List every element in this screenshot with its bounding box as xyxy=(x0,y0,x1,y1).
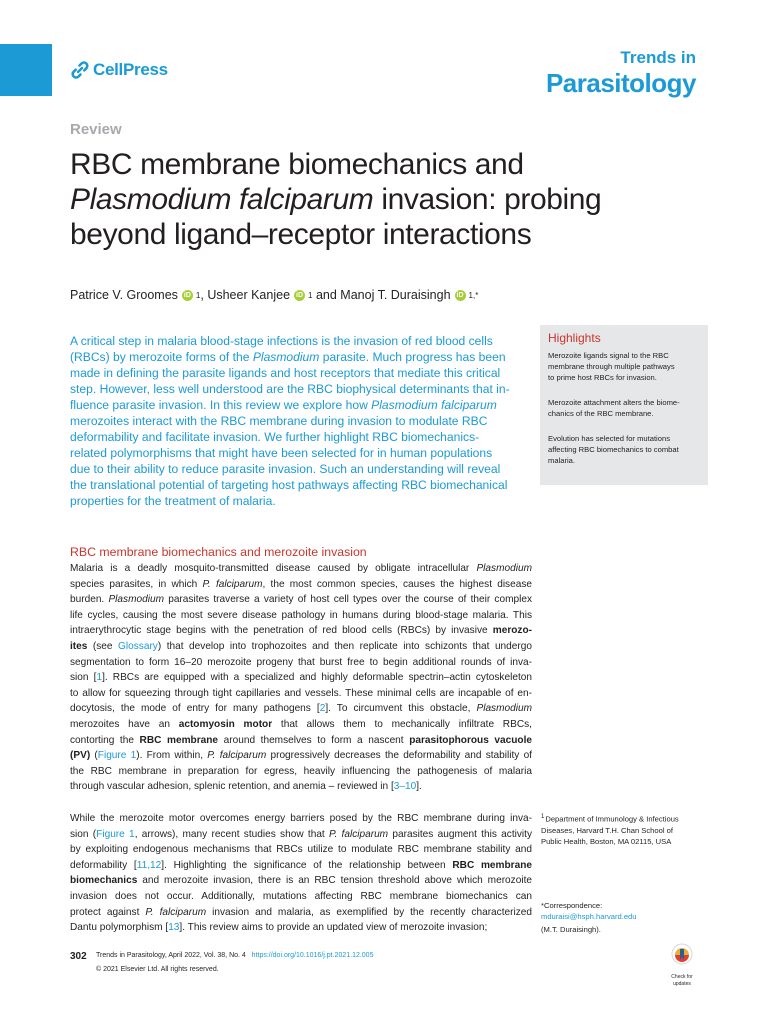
reference-link[interactable]: Glossary xyxy=(118,640,158,652)
text-run: sion [ xyxy=(70,672,97,684)
text-run: that allows them to mechanically infiltrate RBCs, xyxy=(272,718,532,730)
bold-term: actomyosin motor xyxy=(178,718,273,730)
text-run: , arrows), many recent studies show that xyxy=(134,828,330,840)
italic-text: Plasmodium falciparum xyxy=(371,398,497,412)
italic-text: Plasmodium xyxy=(476,563,532,574)
reference-link[interactable]: 3–10 xyxy=(393,781,417,793)
highlight-line: malaria. xyxy=(548,456,576,465)
text-line xyxy=(70,493,532,509)
reference-link[interactable]: Figure 1 xyxy=(97,750,137,762)
text-run: related polymorphisms that might have been selected for in human populations xyxy=(70,446,493,460)
highlight-line: Evolution has selected for mutations xyxy=(548,434,670,443)
text-line xyxy=(70,717,532,733)
abstract xyxy=(70,333,532,509)
text-line xyxy=(70,623,532,639)
text-run: ]. To circumvent this obstacle, xyxy=(325,703,477,715)
reference-link[interactable]: 11,12 xyxy=(136,859,162,871)
text-line xyxy=(70,764,532,780)
text-run: invasion and malaria, as exemplified by the recently characterized xyxy=(206,906,533,918)
body-paragraph-1 xyxy=(70,561,532,795)
italic-text: P. falciparum xyxy=(207,750,267,762)
bold-term: parasitophorous vacuole xyxy=(409,734,533,746)
reference-link[interactable]: 1 xyxy=(96,672,103,684)
text-run: through vascular adhesion, splenic retention, and anemia – reviewed in [ xyxy=(70,781,394,793)
highlight-line: Merozoite attachment alters the biome- xyxy=(548,398,680,407)
highlight-item xyxy=(548,350,704,383)
journal-name-prefix: Trends in xyxy=(620,48,696,67)
text-run: , the most common species, causes the highest disease xyxy=(262,578,532,590)
text-line xyxy=(70,905,532,921)
text-line xyxy=(70,397,532,413)
text-run: (see xyxy=(87,640,119,652)
text-line xyxy=(70,349,532,365)
text-line xyxy=(70,413,532,429)
text-run: RBC membrane biomechanics and xyxy=(70,148,524,181)
bold-term: merozo- xyxy=(492,625,532,637)
journal-name: Parasitology xyxy=(545,68,696,98)
author-list xyxy=(70,288,478,302)
author-name: Patrice V. Groomes xyxy=(70,288,178,302)
bold-term: RBC membrane xyxy=(139,734,219,746)
correspondence-name: (M.T. Duraisingh). xyxy=(541,925,601,934)
reference-link[interactable]: 2 xyxy=(319,703,326,715)
text-run: contorting the xyxy=(70,734,140,746)
text-line xyxy=(70,561,532,577)
text-run: the RBC membrane in preparation for egress, heavily influencing the pathogenesis of malaria xyxy=(70,765,532,777)
italic-text: Plasmodium xyxy=(252,350,320,364)
text-run: ). From within, xyxy=(136,750,208,762)
body-paragraph-2 xyxy=(70,811,532,936)
affiliation-line: Department of Immunology & Infectious xyxy=(545,814,679,824)
cellpress-logo[interactable] xyxy=(70,60,168,80)
text-run: to allow for squeezing through tight capillaries and vessels. These minimal cells are incapable of en- xyxy=(70,687,532,699)
text-run: parasite. Much progress has been xyxy=(319,350,506,364)
highlight-item xyxy=(548,397,704,419)
text-run: step. However, less well understood are the RBC biophysical determinants that in- xyxy=(70,382,510,396)
italic-text: P. falciparum xyxy=(202,578,263,590)
affiliation xyxy=(541,812,706,847)
text-run: by exploiting endogenous mechanisms that RBCs utilize to modulate RBC membrane stability and xyxy=(70,844,532,856)
journal-citation: Trends in Parasitology, April 2022, Vol. 38, No. 4 xyxy=(96,952,246,959)
highlight-line: affecting RBC biomechanics to combat xyxy=(548,445,679,454)
highlight-line: to prime host RBCs for invasion. xyxy=(548,373,657,382)
text-run: merozoites have an xyxy=(70,718,179,730)
orcid-icon[interactable]: iD xyxy=(456,291,464,299)
text-line xyxy=(70,429,532,445)
text-run: deformability and facilitate invasion. We further highlight RBC biomechanics- xyxy=(70,430,480,444)
author-separator: and xyxy=(312,288,341,302)
text-line xyxy=(70,333,532,349)
check-for-updates-icon xyxy=(671,943,693,969)
text-line xyxy=(70,381,532,397)
author-name: Usheer Kanjee xyxy=(207,288,291,302)
text-run: deformability [ xyxy=(70,859,137,871)
check-for-updates-badge[interactable] xyxy=(665,943,699,987)
highlight-line: membrane through multiple pathways xyxy=(548,362,675,371)
highlight-item xyxy=(548,433,704,466)
text-line xyxy=(70,842,532,858)
text-run: ]. This review aims to provide an updated view of merozoite invasion; xyxy=(179,922,488,934)
highlights-title: Highlights xyxy=(548,331,601,345)
text-run: parasites augment this activity xyxy=(388,828,533,840)
affiliation-marker: 1 xyxy=(541,814,545,820)
orcid-icon[interactable]: iD xyxy=(296,291,304,299)
text-run: properties for the treatment of malaria. xyxy=(70,494,276,508)
bold-term: ites xyxy=(70,640,88,652)
text-run: burden. xyxy=(70,594,109,606)
text-line xyxy=(70,577,532,593)
badge-label-line2: updates xyxy=(673,980,691,987)
correspondence xyxy=(541,900,706,935)
text-run: life cycles, causing the most severe disease pathology in humans during blood-stage malaria. This xyxy=(70,609,532,621)
text-run: invasion does not occur. Additionally, mutations affecting RBC membrane biomechanics can xyxy=(70,890,532,902)
affiliation-line: Public Health, Boston, MA 02115, USA xyxy=(541,836,672,846)
text-line xyxy=(70,733,532,749)
text-run: fluence parasite invasion. In this review we explore how xyxy=(70,398,372,412)
orcid-icon[interactable]: iD xyxy=(183,291,191,299)
text-run: parasites traverse a variety of host cell types over the course of their complex xyxy=(164,594,532,606)
text-line xyxy=(70,873,532,889)
text-line xyxy=(70,686,532,702)
text-line xyxy=(70,827,532,843)
text-run: intraerythrocytic stage begins with the penetration of red blood cells (RBCs) by invasive xyxy=(70,625,493,637)
affiliation-marker: 1,* xyxy=(468,290,479,300)
text-line xyxy=(70,858,532,874)
italic-text: P. falciparum xyxy=(145,906,207,918)
text-run: the translational potential of targeting host pathways affecting RBC biomechanical xyxy=(70,478,508,492)
text-run: protect against xyxy=(70,906,146,918)
text-run: invasion: probing xyxy=(373,183,602,216)
bold-term: biomechanics xyxy=(70,875,138,887)
article-title xyxy=(70,147,710,252)
text-run: While the merozoite motor overcomes energy barriers posed by the RBC membrane during inva- xyxy=(70,813,532,824)
text-run: ]. Highlighting the significance of the relationship between xyxy=(161,859,453,871)
badge-label-line1: Check for xyxy=(671,974,693,980)
text-run: made in defining the parasite ligands and host receptors that mediate this critical xyxy=(70,366,501,380)
text-run: due to their ability to reduce parasite invasion. Such an understanding will reveal xyxy=(70,462,501,476)
text-line xyxy=(70,445,532,461)
text-line xyxy=(70,748,532,764)
correspondence-label: *Correspondence: xyxy=(541,901,603,910)
affiliation-marker: 1 xyxy=(195,290,201,300)
text-run: docytosis, the mode of entry for many pathogens [ xyxy=(70,703,320,715)
text-line xyxy=(70,779,532,795)
text-line xyxy=(70,889,532,905)
text-line xyxy=(70,670,532,686)
italic-text: Plasmodium xyxy=(108,594,164,606)
author-separator: , xyxy=(200,288,208,302)
citation-line xyxy=(96,952,373,959)
text-line xyxy=(70,639,532,655)
text-run: species parasites, in which xyxy=(70,578,203,590)
text-run: ( xyxy=(90,750,98,762)
text-line xyxy=(70,655,532,671)
page-number: 302 xyxy=(70,951,87,962)
publisher-name: CellPress xyxy=(93,60,168,79)
highlight-line: Merozoite ligands signal to the RBC xyxy=(548,351,669,360)
author-name: Manoj T. Duraisingh xyxy=(340,288,451,302)
text-run: ) that develop into trophozoites and then replicate into schizonts that undergo xyxy=(157,640,532,652)
text-run: beyond ligand–receptor interactions xyxy=(70,218,532,251)
copyright-notice: © 2021 Elsevier Ltd. All rights reserved. xyxy=(96,966,219,973)
text-line xyxy=(70,365,532,381)
text-run: (RBCs) by merozoite forms of the xyxy=(70,350,253,364)
text-run: and merozoite invasion, there is an RBC tension threshold above which merozoite xyxy=(137,875,532,887)
journal-corner-tab xyxy=(0,44,52,96)
text-line xyxy=(70,701,532,717)
text-line xyxy=(70,461,532,477)
correspondence-email-link[interactable]: mduraisi@hsph.harvard.edu xyxy=(541,912,637,921)
bold-term: RBC membrane xyxy=(452,859,532,871)
title-line xyxy=(70,147,710,182)
italic-text: Plasmodium xyxy=(476,703,533,715)
text-run: ]. RBCs are equipped with a specialized and highly deformable spectrin–actin cytoskeleton xyxy=(102,672,532,684)
affiliation-line: Diseases, Harvard T.H. Chan School of xyxy=(541,825,673,835)
text-line xyxy=(70,608,532,624)
reference-link[interactable]: Figure 1 xyxy=(96,828,135,840)
section-heading: RBC membrane biomechanics and merozoite invasion xyxy=(70,545,367,559)
text-run: Dantu polymorphism [ xyxy=(70,922,169,934)
text-run: merozoites interact with the RBC membrane during invasion to modulate RBC xyxy=(70,414,488,428)
text-line xyxy=(70,811,532,827)
text-run: around themselves to form a nascent xyxy=(218,734,410,746)
title-line xyxy=(70,217,710,252)
article-type-label: Review xyxy=(70,121,122,138)
bold-term: (PV) xyxy=(70,750,91,762)
doi-link[interactable]: https://doi.org/10.1016/j.pt.2021.12.005 xyxy=(251,952,374,959)
affiliation-marker: 1 xyxy=(308,290,313,300)
text-run: A critical step in malaria blood-stage infections is the invasion of red blood cells xyxy=(70,334,493,348)
text-run: ]. xyxy=(416,781,422,793)
text-line xyxy=(70,477,532,493)
text-line xyxy=(70,920,532,936)
reference-link[interactable]: 13 xyxy=(168,922,180,934)
italic-text: Plasmodium falciparum xyxy=(70,183,374,216)
italic-text: P. falciparum xyxy=(329,828,389,840)
text-run: progressively decreases the deformability and stability of xyxy=(266,750,532,762)
highlight-line: chanics of the RBC membrane. xyxy=(548,409,654,418)
cellpress-link-icon xyxy=(70,60,90,80)
text-run: sion ( xyxy=(70,828,97,840)
title-line xyxy=(70,182,710,217)
text-run: Malaria is a deadly mosquito-transmitted disease caused by obligate intracellular xyxy=(70,563,477,574)
text-line xyxy=(70,592,532,608)
text-run: segmentation to form 16–20 merozoite progeny that burst free to begin additional rounds of inva- xyxy=(70,656,532,668)
